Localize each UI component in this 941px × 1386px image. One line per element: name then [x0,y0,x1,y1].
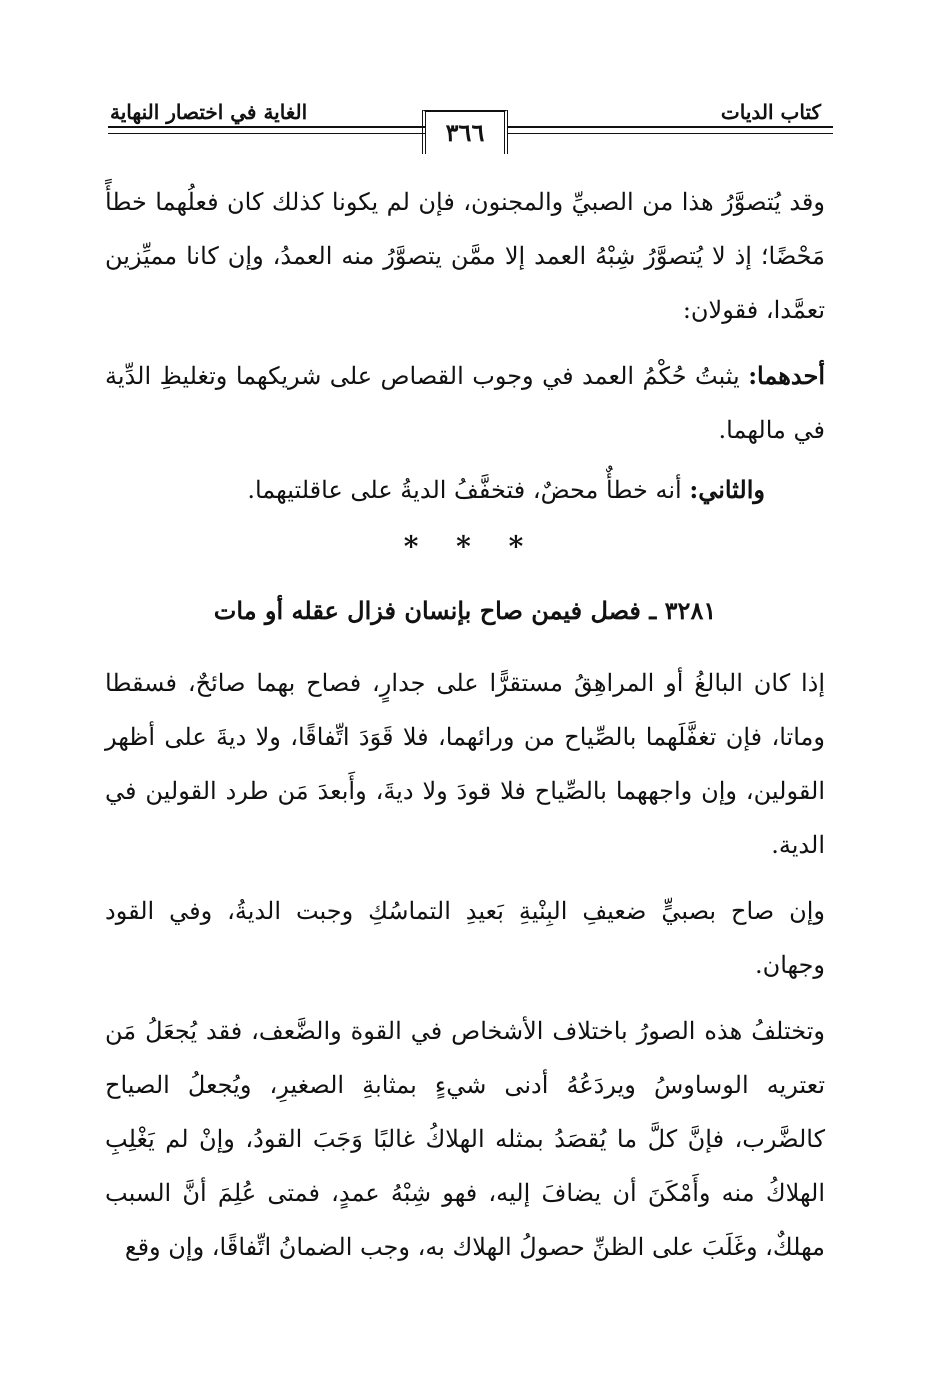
paragraph-1: وقد يُتصوَّرُ هذا من الصبيِّ والمجنون، فإن لم يكونا كذلك كان فعلُهما خطأً مَحْضًا؛ إذ لا يُتصوَّرُ شِبْهُ العمد إلا ممَّن يتصوَّرُ منه العمدُ، وإن كانا مميِّزين تعمَّدا، فقولان: [105,188,825,324]
running-title-right: كتاب الديات [720,100,821,124]
running-title-left: الغاية في اختصار النهاية [110,100,308,124]
header-rule-left [108,126,426,134]
section-heading: ٣٢٨١ ـ فصل فيمن صاح بإنسان فزال عقله أو مات [213,596,717,625]
section-separator: * * * [403,530,538,563]
opinion-one-label: أحدهما: [748,361,825,390]
opinion-two-text: أنه خطأٌ محضٌ، فتخفَّفُ الديةُ على عاقلتيهما. [247,476,682,504]
paragraph-2: إذا كان البالغُ أو المراهِقُ مستقرًّا على جدارٍ، فصاح بهما صائحٌ، فسقطا وماتا، فإن تغفَّلَهما بالصِّياح من ورائهما، فلا قَوَدَ اتِّفاقًا، ولا ديةَ على أظهر القولين، وإن واجههما بالصِّياح فلا قودَ ولا ديةَ، وأَبعدَ مَن طرد القولين في الدية. [105,669,825,859]
text-block-top [105,175,825,517]
opinion-one-text: يثبتُ حُكْمُ العمد في وجوب القصاص على شريكهما وتغليظِ الدِّية في مالهما. [105,362,825,444]
opinion-two [105,463,825,517]
header-rule-right [508,126,833,134]
page-header [0,0,941,170]
paragraph-4: وتختلفُ هذه الصورُ باختلاف الأشخاص في القوة والضَّعف، فقد يُجعَلُ مَن تعتريه الوساوسُ ويردَعُهُ أدنى شيءٍ بمثابةِ الصغيرِ، ويُجعلُ الصياح كالضَّرب، فإنَّ كلَّ ما يُقصَدُ بمثله الهلاكُ غالبًا وَجَبَ القودُ، وإنْ لم يَغْلِبِ الهلاكُ منه وأَمْكَنَ أن يضافَ إليه، فهو شِبْهُ عمدٍ، فمتى عُلِمَ أنَّ السبب مهلكٌ، وغَلَبَ على الظنِّ حصولُ الهلاك به، وجب الضمانُ اتِّفاقًا، وإن وقع [105,1017,825,1261]
page-number-frame [422,110,508,154]
text-block-bottom [105,656,825,1274]
paragraph-3: وإن صاح بصبيٍّ ضعيفِ البِنْيةِ بَعيدِ التماسُكِ وجبت الديةُ، وفي القود وجهان. [105,897,825,979]
page-number: ٣٦٦ [445,118,485,147]
opinion-one [105,349,825,457]
opinion-two-label: والثاني: [689,475,765,504]
